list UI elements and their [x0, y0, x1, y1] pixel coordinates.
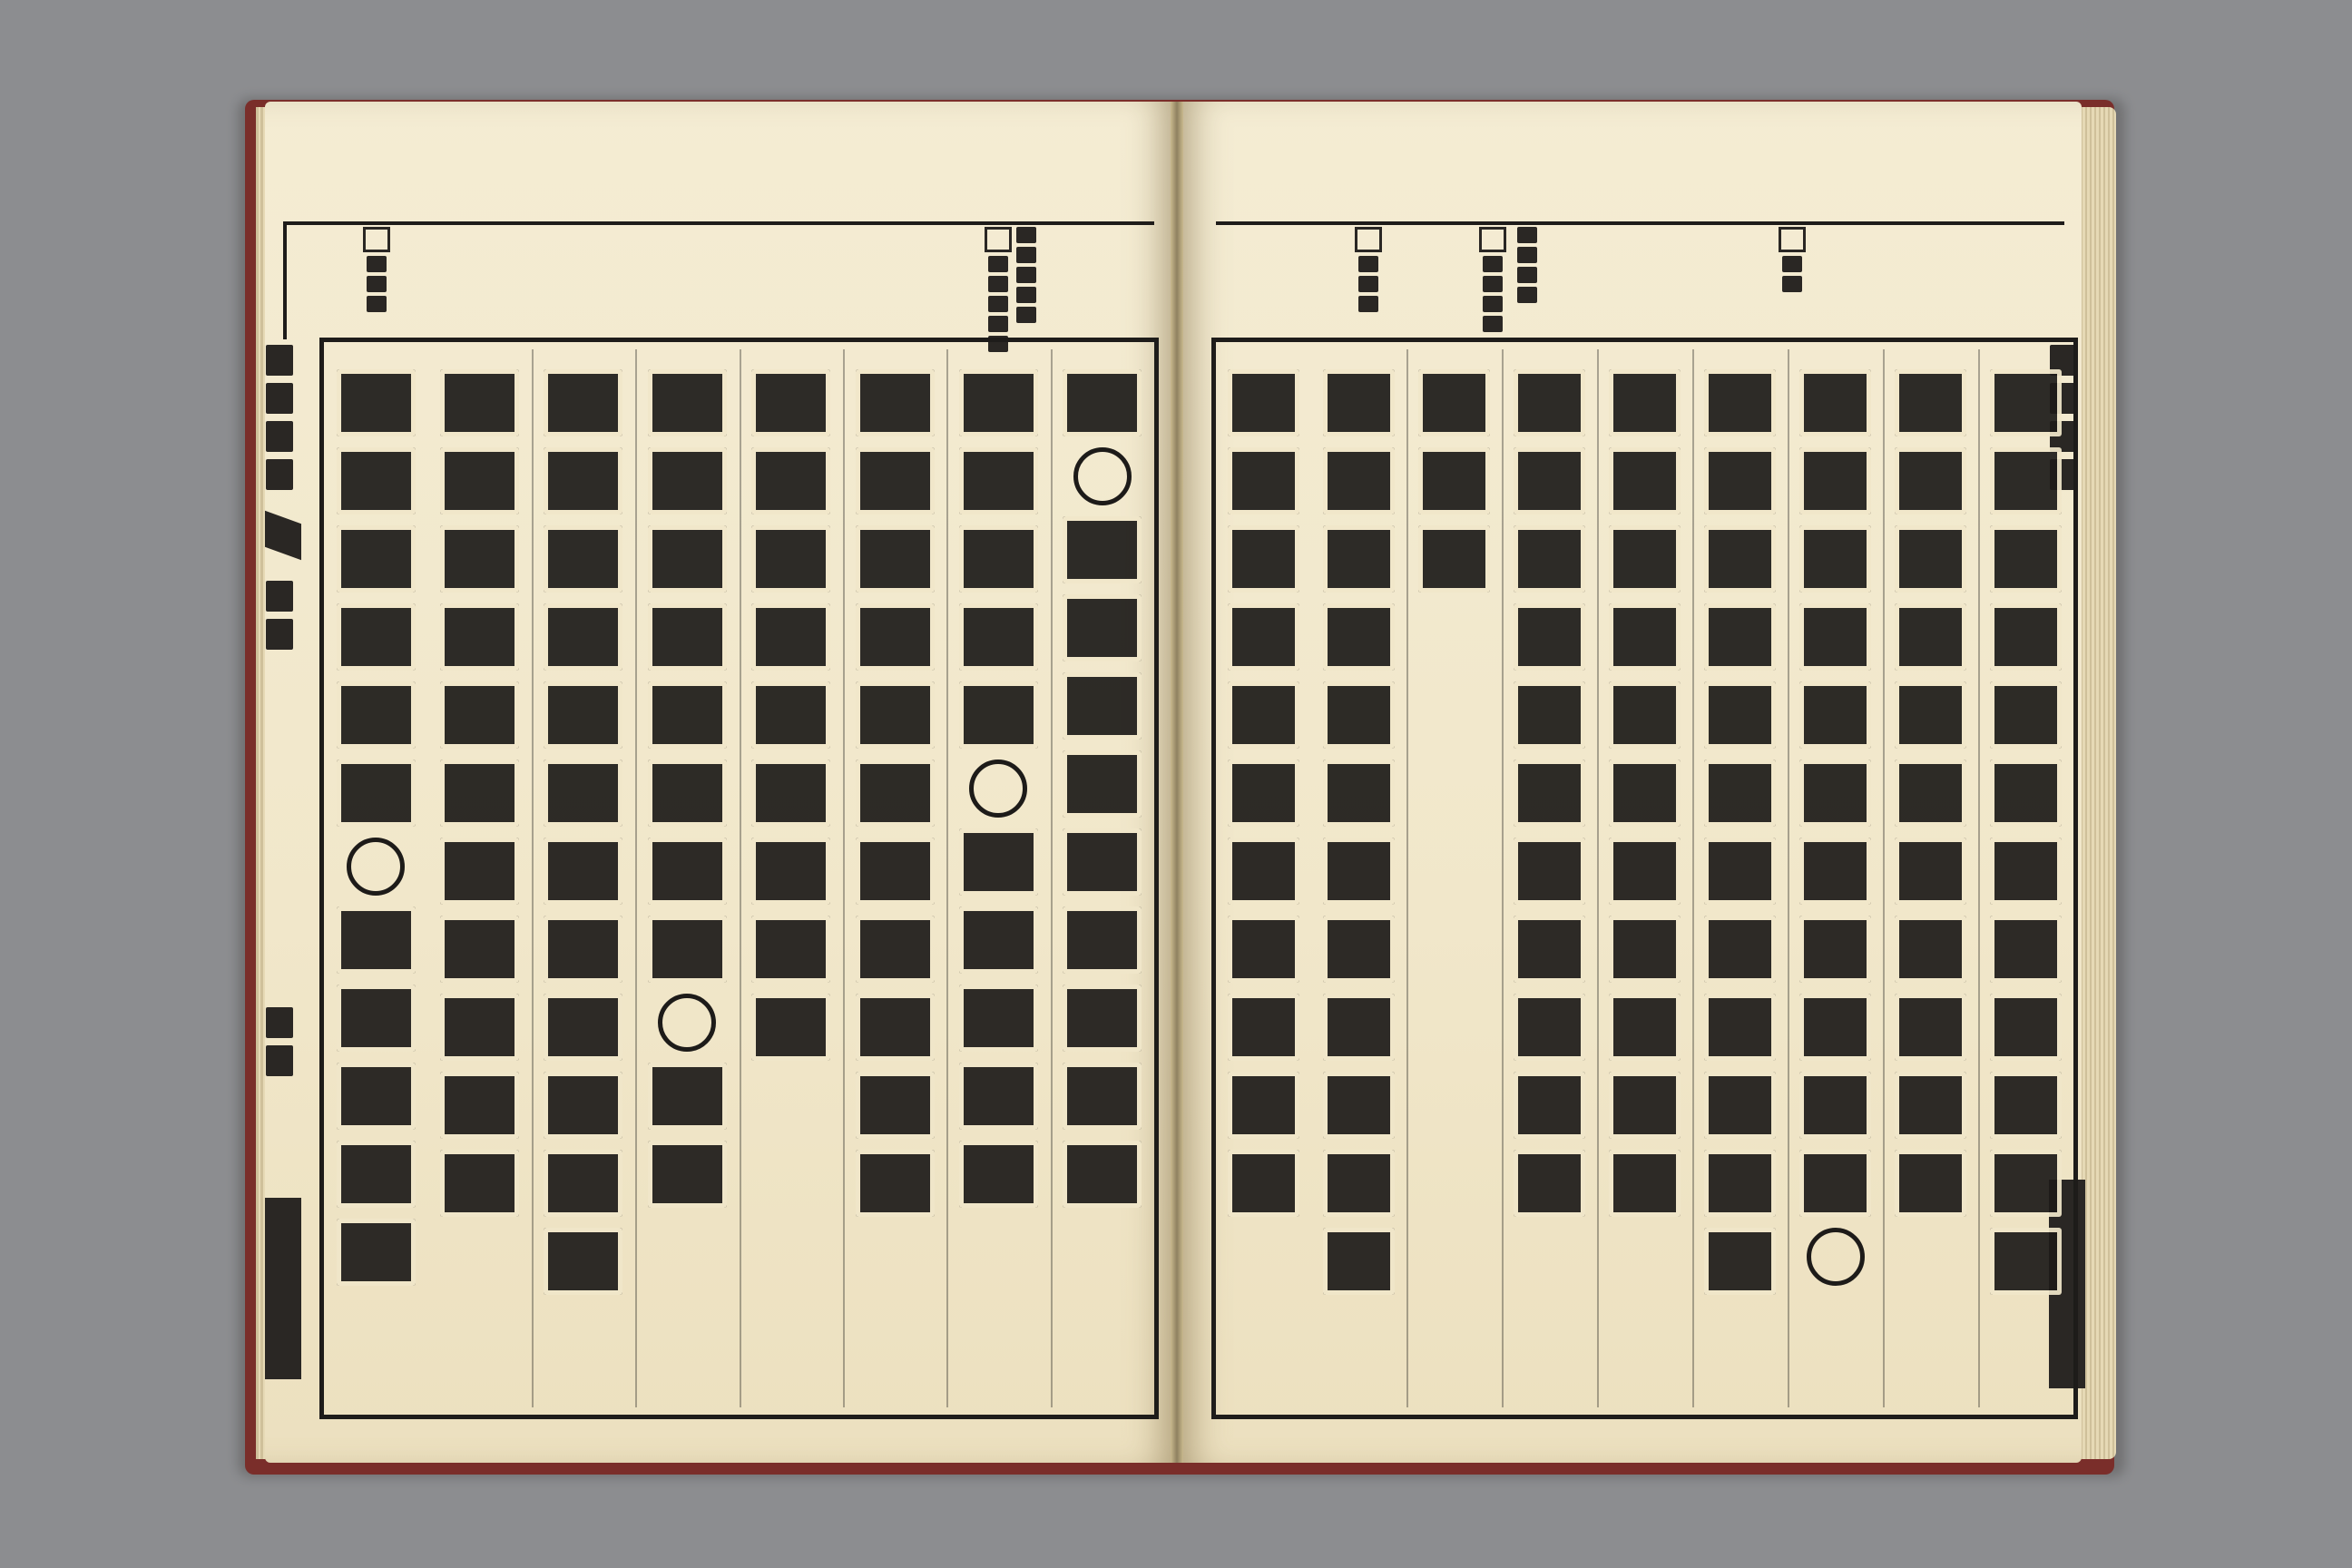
character [648, 1141, 727, 1208]
section-circle-mark [1807, 1228, 1865, 1286]
character [1323, 1072, 1396, 1139]
character [1895, 681, 1967, 749]
character [959, 447, 1038, 514]
character [337, 906, 416, 974]
character [1063, 906, 1142, 974]
character [337, 1219, 416, 1286]
left-margin-title [263, 345, 296, 490]
character [1990, 447, 2063, 514]
character [1323, 916, 1396, 983]
character [1228, 681, 1300, 749]
character [751, 525, 830, 593]
character [1228, 838, 1300, 905]
character [959, 1141, 1038, 1208]
character [544, 525, 622, 593]
character [544, 369, 622, 436]
character [1704, 447, 1777, 514]
right-header-note-2b [1517, 227, 1537, 303]
character [544, 447, 622, 514]
character [1228, 369, 1300, 436]
character [1609, 603, 1681, 671]
character [1799, 994, 1872, 1061]
character [648, 760, 727, 827]
character [1704, 760, 1777, 827]
character [1990, 994, 2063, 1061]
character [856, 1072, 935, 1139]
character [1704, 603, 1777, 671]
left-column-3 [843, 349, 948, 1407]
character [1514, 1150, 1586, 1217]
character [1895, 525, 1967, 593]
character [440, 525, 519, 593]
character [856, 838, 935, 905]
character [959, 603, 1038, 671]
character [1228, 603, 1300, 671]
character [1063, 672, 1142, 740]
character [1063, 369, 1142, 436]
section-circle-mark [1073, 447, 1132, 505]
right-column-6 [1502, 349, 1599, 1407]
right-text-frame [1211, 338, 2078, 1419]
character [1323, 760, 1396, 827]
left-column-1 [1051, 349, 1156, 1407]
character [751, 760, 830, 827]
character [1895, 603, 1967, 671]
left-column-5 [635, 349, 740, 1407]
character [544, 1072, 622, 1139]
character [1063, 516, 1142, 583]
character [856, 994, 935, 1061]
character [1895, 1072, 1967, 1139]
character [1990, 760, 2063, 827]
character [959, 906, 1038, 974]
character [648, 916, 727, 983]
character [1990, 1150, 2063, 1217]
character [1799, 1150, 1872, 1217]
character [544, 1150, 622, 1217]
character [440, 681, 519, 749]
character [1063, 828, 1142, 896]
character [1063, 985, 1142, 1052]
character [1418, 525, 1491, 593]
character [1990, 1228, 2063, 1295]
character [1514, 916, 1586, 983]
right-column-7 [1406, 349, 1504, 1407]
character [1063, 1063, 1142, 1130]
character [1799, 447, 1872, 514]
character [648, 681, 727, 749]
character [1704, 1150, 1777, 1217]
right-column-5 [1597, 349, 1694, 1407]
right-header-note-2 [1479, 227, 1506, 332]
character [856, 916, 935, 983]
character [1514, 1072, 1586, 1139]
character [1323, 369, 1396, 436]
section-circle-mark [658, 994, 716, 1052]
character [440, 994, 519, 1061]
character [1609, 447, 1681, 514]
character [1895, 369, 1967, 436]
character [1609, 838, 1681, 905]
character [337, 760, 416, 827]
character [1228, 447, 1300, 514]
character [1990, 681, 2063, 749]
character [648, 525, 727, 593]
left-text-frame [319, 338, 1159, 1419]
character [544, 838, 622, 905]
character [337, 603, 416, 671]
character [959, 369, 1038, 436]
character [1323, 525, 1396, 593]
character [751, 447, 830, 514]
character [1323, 1228, 1396, 1295]
left-column-6 [532, 349, 637, 1407]
character [1609, 525, 1681, 593]
character [1799, 525, 1872, 593]
character [1704, 994, 1777, 1061]
character [1323, 838, 1396, 905]
character [648, 603, 727, 671]
character [440, 1072, 519, 1139]
left-header-note-1 [363, 227, 390, 312]
right-column-4 [1692, 349, 1789, 1407]
character [1514, 603, 1586, 671]
right-column-2 [1883, 349, 1980, 1407]
character [1990, 838, 2063, 905]
character [856, 681, 935, 749]
character [1704, 681, 1777, 749]
character [751, 603, 830, 671]
character [544, 1228, 622, 1295]
character [1514, 447, 1586, 514]
character [1514, 838, 1586, 905]
character [959, 525, 1038, 593]
character [1799, 838, 1872, 905]
right-column-8 [1311, 349, 1408, 1407]
character [1895, 447, 1967, 514]
character [856, 1150, 935, 1217]
character [1990, 525, 2063, 593]
character [440, 838, 519, 905]
character [1418, 447, 1491, 514]
character [1704, 1228, 1777, 1295]
character [1063, 1141, 1142, 1208]
character [440, 603, 519, 671]
character [959, 1063, 1038, 1130]
character [337, 985, 416, 1052]
character [1990, 369, 2063, 436]
left-header-note-2 [985, 227, 1012, 352]
character [1514, 369, 1586, 436]
character [648, 838, 727, 905]
section-circle-mark [969, 760, 1027, 818]
character [1323, 994, 1396, 1061]
character [1609, 916, 1681, 983]
character [440, 760, 519, 827]
character [856, 369, 935, 436]
character [1799, 681, 1872, 749]
character [856, 760, 935, 827]
left-column-8 [324, 349, 427, 1407]
character [1323, 603, 1396, 671]
character [440, 447, 519, 514]
character [1514, 525, 1586, 593]
character [1323, 447, 1396, 514]
left-margin-juan [263, 581, 296, 650]
character [337, 1141, 416, 1208]
left-column-2 [946, 349, 1052, 1407]
right-column-1 [1978, 349, 2075, 1407]
character [1990, 603, 2063, 671]
left-black-mouth [265, 1198, 301, 1379]
character [1514, 760, 1586, 827]
character [337, 447, 416, 514]
right-column-9 [1216, 349, 1311, 1407]
character [1323, 1150, 1396, 1217]
character [1799, 369, 1872, 436]
character [1799, 1072, 1872, 1139]
right-header-note-3 [1779, 227, 1806, 292]
character [337, 525, 416, 593]
left-top-rule [283, 221, 1154, 225]
character [1704, 1072, 1777, 1139]
character [1609, 994, 1681, 1061]
character [544, 994, 622, 1061]
right-column-3 [1788, 349, 1885, 1407]
character [1990, 1072, 2063, 1139]
book-spine [1171, 102, 1183, 1463]
character [959, 681, 1038, 749]
right-header-note-1 [1355, 227, 1382, 312]
character [1799, 760, 1872, 827]
character [751, 681, 830, 749]
character [1895, 1150, 1967, 1217]
character [1228, 916, 1300, 983]
character [1323, 681, 1396, 749]
character [648, 369, 727, 436]
character [1609, 1072, 1681, 1139]
left-top-rule-edge [283, 221, 287, 339]
character [440, 369, 519, 436]
character [751, 838, 830, 905]
character [1228, 525, 1300, 593]
character [1895, 916, 1967, 983]
character [544, 916, 622, 983]
character [751, 994, 830, 1061]
character [1799, 916, 1872, 983]
character [337, 681, 416, 749]
character [648, 1063, 727, 1130]
character [1704, 916, 1777, 983]
character [544, 603, 622, 671]
character [1704, 525, 1777, 593]
character [1609, 760, 1681, 827]
character [1609, 1150, 1681, 1217]
character [648, 447, 727, 514]
character [1228, 1150, 1300, 1217]
left-column-7 [427, 349, 533, 1407]
left-margin-page-no [263, 1007, 296, 1076]
character [751, 369, 830, 436]
character [1895, 994, 1967, 1061]
character [1514, 994, 1586, 1061]
section-circle-mark [347, 838, 405, 896]
character [1799, 603, 1872, 671]
character [959, 985, 1038, 1052]
character [544, 760, 622, 827]
left-column-4 [740, 349, 845, 1407]
character [1704, 369, 1777, 436]
character [751, 916, 830, 983]
character [1228, 994, 1300, 1061]
character [337, 1063, 416, 1130]
character [856, 525, 935, 593]
character [856, 603, 935, 671]
character [1063, 750, 1142, 818]
character [1418, 369, 1491, 436]
character [856, 447, 935, 514]
character [440, 1150, 519, 1217]
character [440, 916, 519, 983]
character [1990, 916, 2063, 983]
character [1063, 594, 1142, 662]
left-header-note-2b [1016, 227, 1036, 323]
right-top-rule [1216, 221, 2064, 225]
character [1895, 760, 1967, 827]
character [1609, 369, 1681, 436]
character [1609, 681, 1681, 749]
character [1895, 838, 1967, 905]
character [1514, 681, 1586, 749]
character [544, 681, 622, 749]
character [959, 828, 1038, 896]
character [1228, 1072, 1300, 1139]
character [337, 369, 416, 436]
character [1704, 838, 1777, 905]
character [1228, 760, 1300, 827]
